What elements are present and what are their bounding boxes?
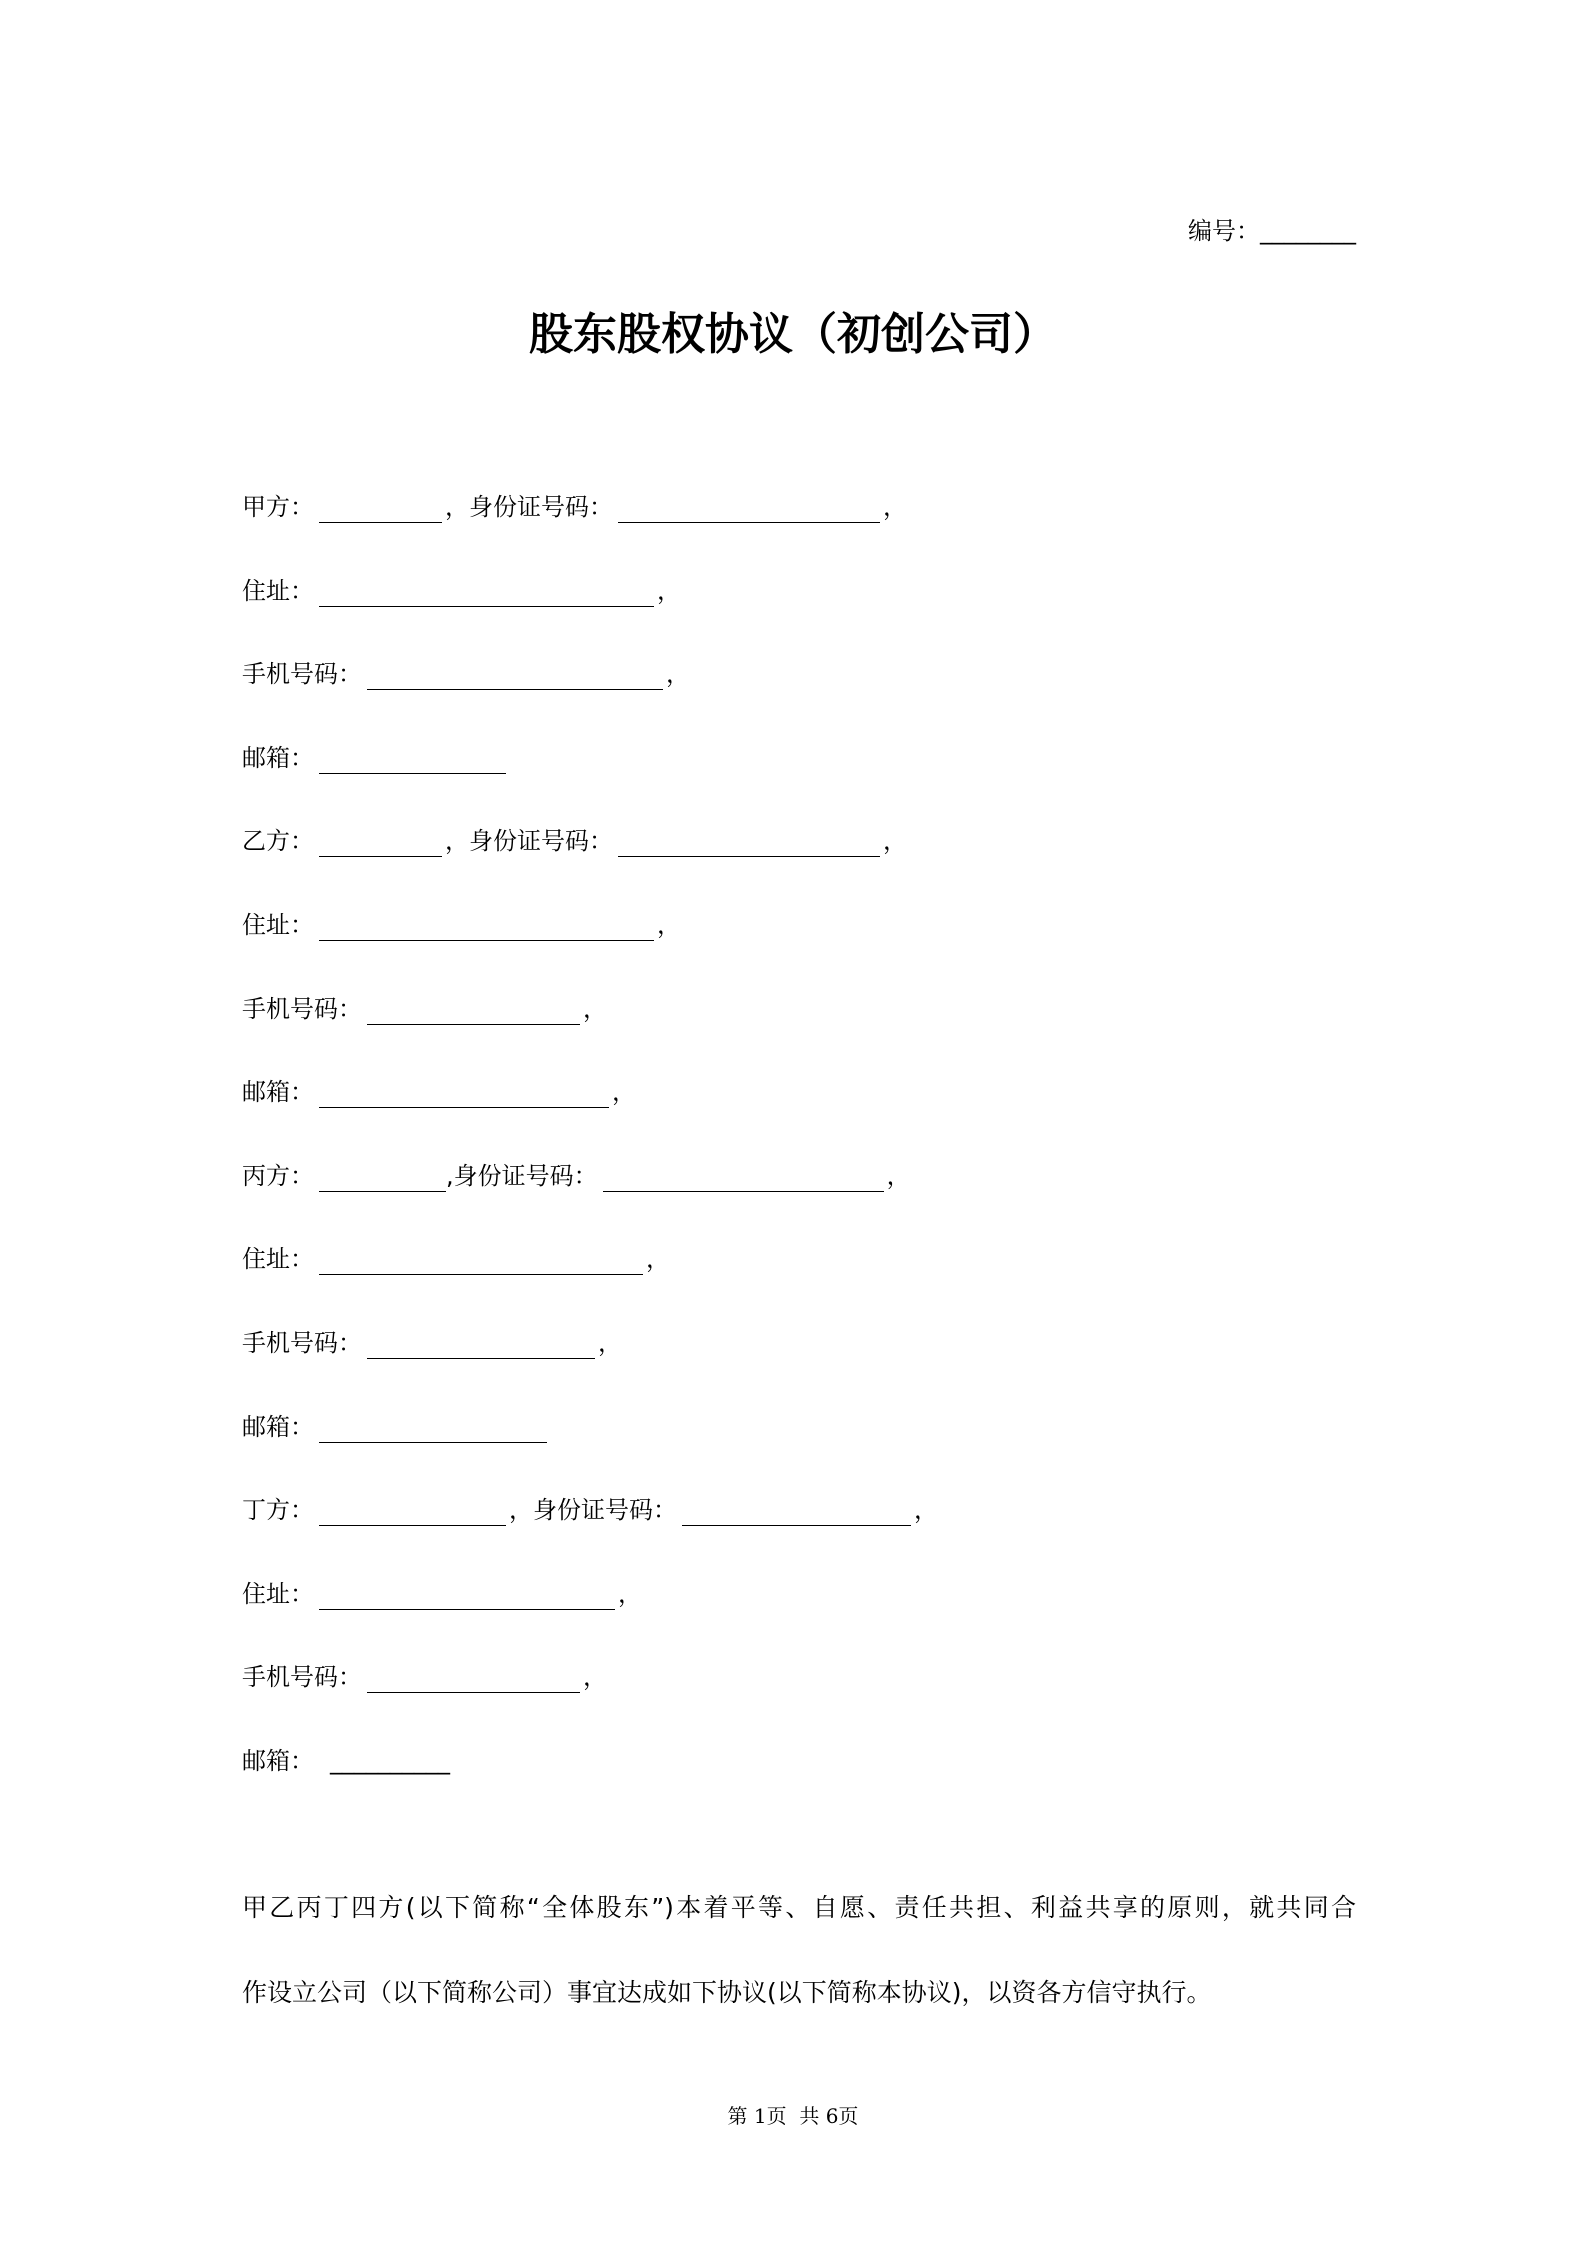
party-b-phone-row [242,968,1356,1052]
party-c-phone-row [242,1302,1356,1386]
address-blank [319,1585,615,1610]
id-number-blank [682,1501,911,1526]
intro-line-1: 甲乙丙丁四方(以下简称“全体股东”)本着平等、自愿、责任共担、利益共享的原则，就共同合 [242,1893,1356,1922]
email-label: 邮箱： [242,743,314,772]
page-number-footer: 第 1页 共 6页 [727,2104,859,2128]
address-label: 住址： [242,1579,314,1608]
row-end-comma: ， [914,1496,938,1525]
id-number-label: ,身份证号码： [446,1161,598,1190]
party-b-email-row [242,1051,1356,1135]
phone-blank [367,1334,595,1359]
row-end-comma: ， [583,994,607,1023]
party-a-email-row [242,717,1356,801]
address-blank [319,1250,643,1275]
phone-label: 手机号码： [242,660,362,689]
email-blank [319,1083,609,1108]
phone-blank [367,1668,580,1693]
email-label: 邮箱： [242,1078,314,1107]
row-end-comma: ， [883,827,907,856]
party-b-address-row [242,884,1356,968]
phone-label: 手机号码： [242,1328,362,1357]
doc-number-blank: ________ [1260,217,1356,245]
address-label: 住址： [242,576,314,605]
id-number-label: ，身份证号码： [509,1496,677,1525]
party-a-name-row [242,466,1356,550]
row-end-comma: ， [618,1579,642,1608]
intro-line-2: 作设立公司（以下简称公司）事宜达成如下协议(以下简称本协议)，以资各方信守执行。 [242,1978,1212,2007]
party-name-blank [319,498,442,523]
phone-blank [367,665,663,690]
party-d-address-row [242,1553,1356,1637]
party-name-label: 丁方： [242,1496,314,1525]
party-d-name-row [242,1469,1356,1553]
party-name-label: 丙方： [242,1161,314,1190]
email-blank [319,749,506,774]
email-label: 邮箱： [242,1412,314,1441]
email-label: 邮箱： [242,1746,314,1775]
row-end-comma: ， [657,910,681,939]
row-end-comma: ， [666,660,690,689]
id-number-label: ，身份证号码： [445,827,613,856]
party-d-phone-row [242,1636,1356,1720]
party-c-address-row [242,1218,1356,1302]
id-number-label: ，身份证号码： [445,493,613,521]
address-label: 住址： [242,910,314,939]
party-name-label: 甲方： [242,493,314,521]
party-name-label: 乙方： [242,827,314,856]
email-blank [319,1418,547,1443]
id-number-blank [603,1167,884,1192]
phone-blank [367,1000,580,1025]
doc-number [1188,214,1356,248]
row-end-comma: ， [646,1245,670,1274]
row-end-comma: ， [612,1078,636,1107]
party-a-phone-row [242,633,1356,717]
phone-label: 手机号码： [242,1663,362,1692]
party-a-address-row [242,550,1356,634]
party-name-blank [319,1167,446,1192]
address-label: 住址： [242,1245,314,1274]
address-blank [319,916,654,941]
party-c-name-row [242,1135,1356,1219]
address-blank [319,582,654,607]
party-c-email-row [242,1386,1356,1470]
row-end-comma: ， [886,1161,911,1190]
document-title: 股东股权协议（初创公司） [529,309,1057,360]
row-end-comma: ， [598,1328,622,1357]
party-b-name-row [242,800,1356,884]
intro-paragraph [242,1865,1356,2035]
row-end-comma: ， [583,1663,607,1692]
id-number-blank [618,832,880,857]
row-end-comma: ， [883,493,907,521]
id-number-blank [618,498,880,523]
row-end-comma: ， [657,576,681,605]
party-name-blank [319,832,442,857]
email-blank: __________ [330,1746,450,1775]
phone-label: 手机号码： [242,994,362,1023]
doc-number-label: 编号： [1188,217,1260,245]
party-fields [242,466,1356,1804]
party-name-blank [319,1501,506,1526]
party-d-email-row [242,1720,1356,1804]
